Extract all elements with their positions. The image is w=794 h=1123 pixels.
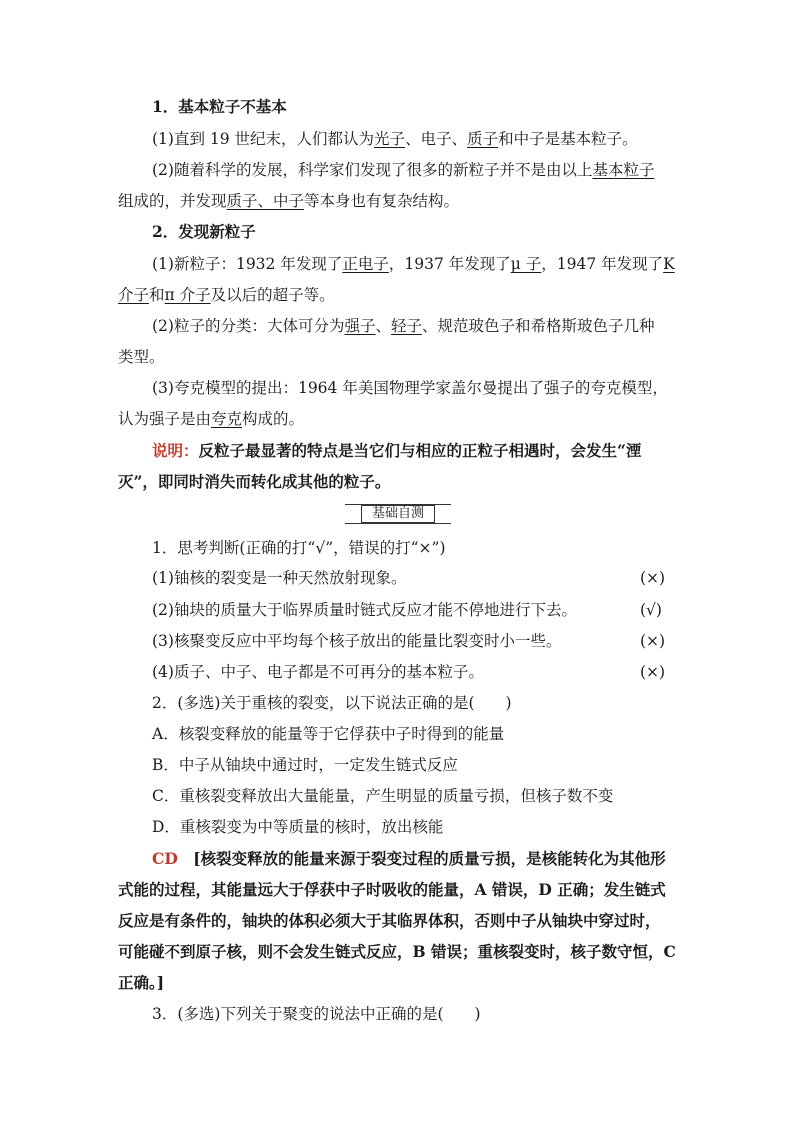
question2-explanation: CD [核裂变释放的能量来源于裂变过程的质量亏损，是核能转化为其他形 (152, 849, 666, 868)
section1-paragraph2-cont: 组成的，并发现质子、中子等本身也有复杂结构。 (118, 192, 460, 210)
section1-paragraph1: (1)直到 19 世纪末，人们都认为光子、电子、质子和中子是基本粒子。 (152, 130, 638, 148)
section1-heading: 1．基本粒子不基本 (152, 97, 287, 116)
question1-stem: 1．思考判断(正确的打“√”，错误的打“×”) (152, 539, 446, 557)
blank-positron: 正电子 (342, 255, 389, 273)
note: 说明：反粒子最显著的特点是当它们与相应的正粒子相遇时，会发生“湮 (152, 441, 642, 460)
question2-explanation-line: 式能的过程，其能量远大于俘获中子时吸收的能量，A 错误，D 正确；发生链式 (118, 880, 666, 899)
section2-paragraph2-cont: 类型。 (118, 348, 165, 366)
section2-paragraph3-cont: 认为强子是由夸克构成的。 (118, 410, 305, 428)
question2-option-b: B．中子从铀块中通过时，一定发生链式反应 (152, 756, 458, 774)
blank-proton-neutron: 质子、中子 (226, 192, 305, 210)
question2-stem: 2．(多选)关于重核的裂变，以下说法正确的是( ) (152, 694, 512, 712)
blank-k-meson: 介子 (118, 286, 150, 304)
note-label: 说明： (152, 441, 199, 460)
question1-item: (2)铀块的质量大于临界质量时链式反应才能不停地进行下去。 (152, 601, 577, 619)
question1-item: (3)核聚变反应中平均每个核子放出的能量比裂变时小一些。 (152, 632, 562, 650)
note-cont: 灭”，即同时消失而转化成其他的粒子。 (118, 472, 391, 491)
question1-item: (4)质子、中子、电子都是不可再分的基本粒子。 (152, 663, 484, 681)
section2-paragraph2: (2)粒子的分类：大体可分为强子、轻子、规范玻色子和希格斯玻色子几种 (152, 317, 655, 335)
question2-explanation-line: 正确。] (118, 973, 165, 992)
blank-proton: 质子 (467, 130, 499, 148)
question2-explanation-line: 反应是有条件的，铀块的体积必须大于其临界体积，否则中子从铀块中穿过时， (118, 911, 661, 930)
question3-stem: 3．(多选)下列关于聚变的说法中正确的是( ) (152, 1005, 481, 1023)
blank-muon: μ 子 (510, 255, 542, 273)
blank-quark: 夸克 (211, 410, 243, 428)
section2-heading: 2．发现新粒子 (152, 222, 256, 241)
section-banner-label: 基础自测 (361, 505, 435, 523)
blank-k: K (663, 255, 675, 273)
question1-mark: (×) (640, 632, 666, 650)
question2-option-c: C．重核裂变释放出大量能量，产生明显的质量亏损，但核子数不变 (152, 787, 614, 805)
question2-answer: CD (152, 849, 178, 868)
section1-paragraph2: (2)随着科学的发展，科学家们发现了很多的新粒子并不是由以上基本粒子 (152, 161, 655, 179)
question1-mark: (×) (640, 569, 666, 587)
blank-lepton: 轻子 (391, 317, 423, 335)
question1-mark: (×) (640, 663, 666, 681)
blank-pi-meson: π 介子 (164, 286, 211, 304)
blank-elementary-particle: 基本粒子 (592, 161, 655, 179)
question1-item: (1)铀核的裂变是一种天然放射现象。 (152, 569, 407, 587)
blank-hadron: 强子 (344, 317, 376, 335)
section2-paragraph3: (3)夸克模型的提出：1964 年美国物理学家盖尔曼提出了强子的夸克模型， (152, 379, 668, 397)
section2-paragraph1-cont: 介子和π 介子及以后的超子等。 (118, 286, 335, 304)
question2-option-a: A．核裂变释放的能量等于它俘获中子时得到的能量 (152, 725, 505, 743)
section2-paragraph1: (1)新粒子：1932 年发现了正电子，1937 年发现了μ 子，1947 年发现了K (152, 255, 675, 273)
section-banner (345, 504, 451, 524)
question2-option-d: D．重核裂变为中等质量的核时，放出核能 (152, 818, 444, 836)
question2-explanation-line: 可能碰不到原子核，则不会发生链式反应，B 错误；重核裂变时，核子数守恒，C (118, 942, 676, 961)
question1-mark: (√) (640, 601, 662, 619)
blank-photon: 光子 (374, 130, 406, 148)
